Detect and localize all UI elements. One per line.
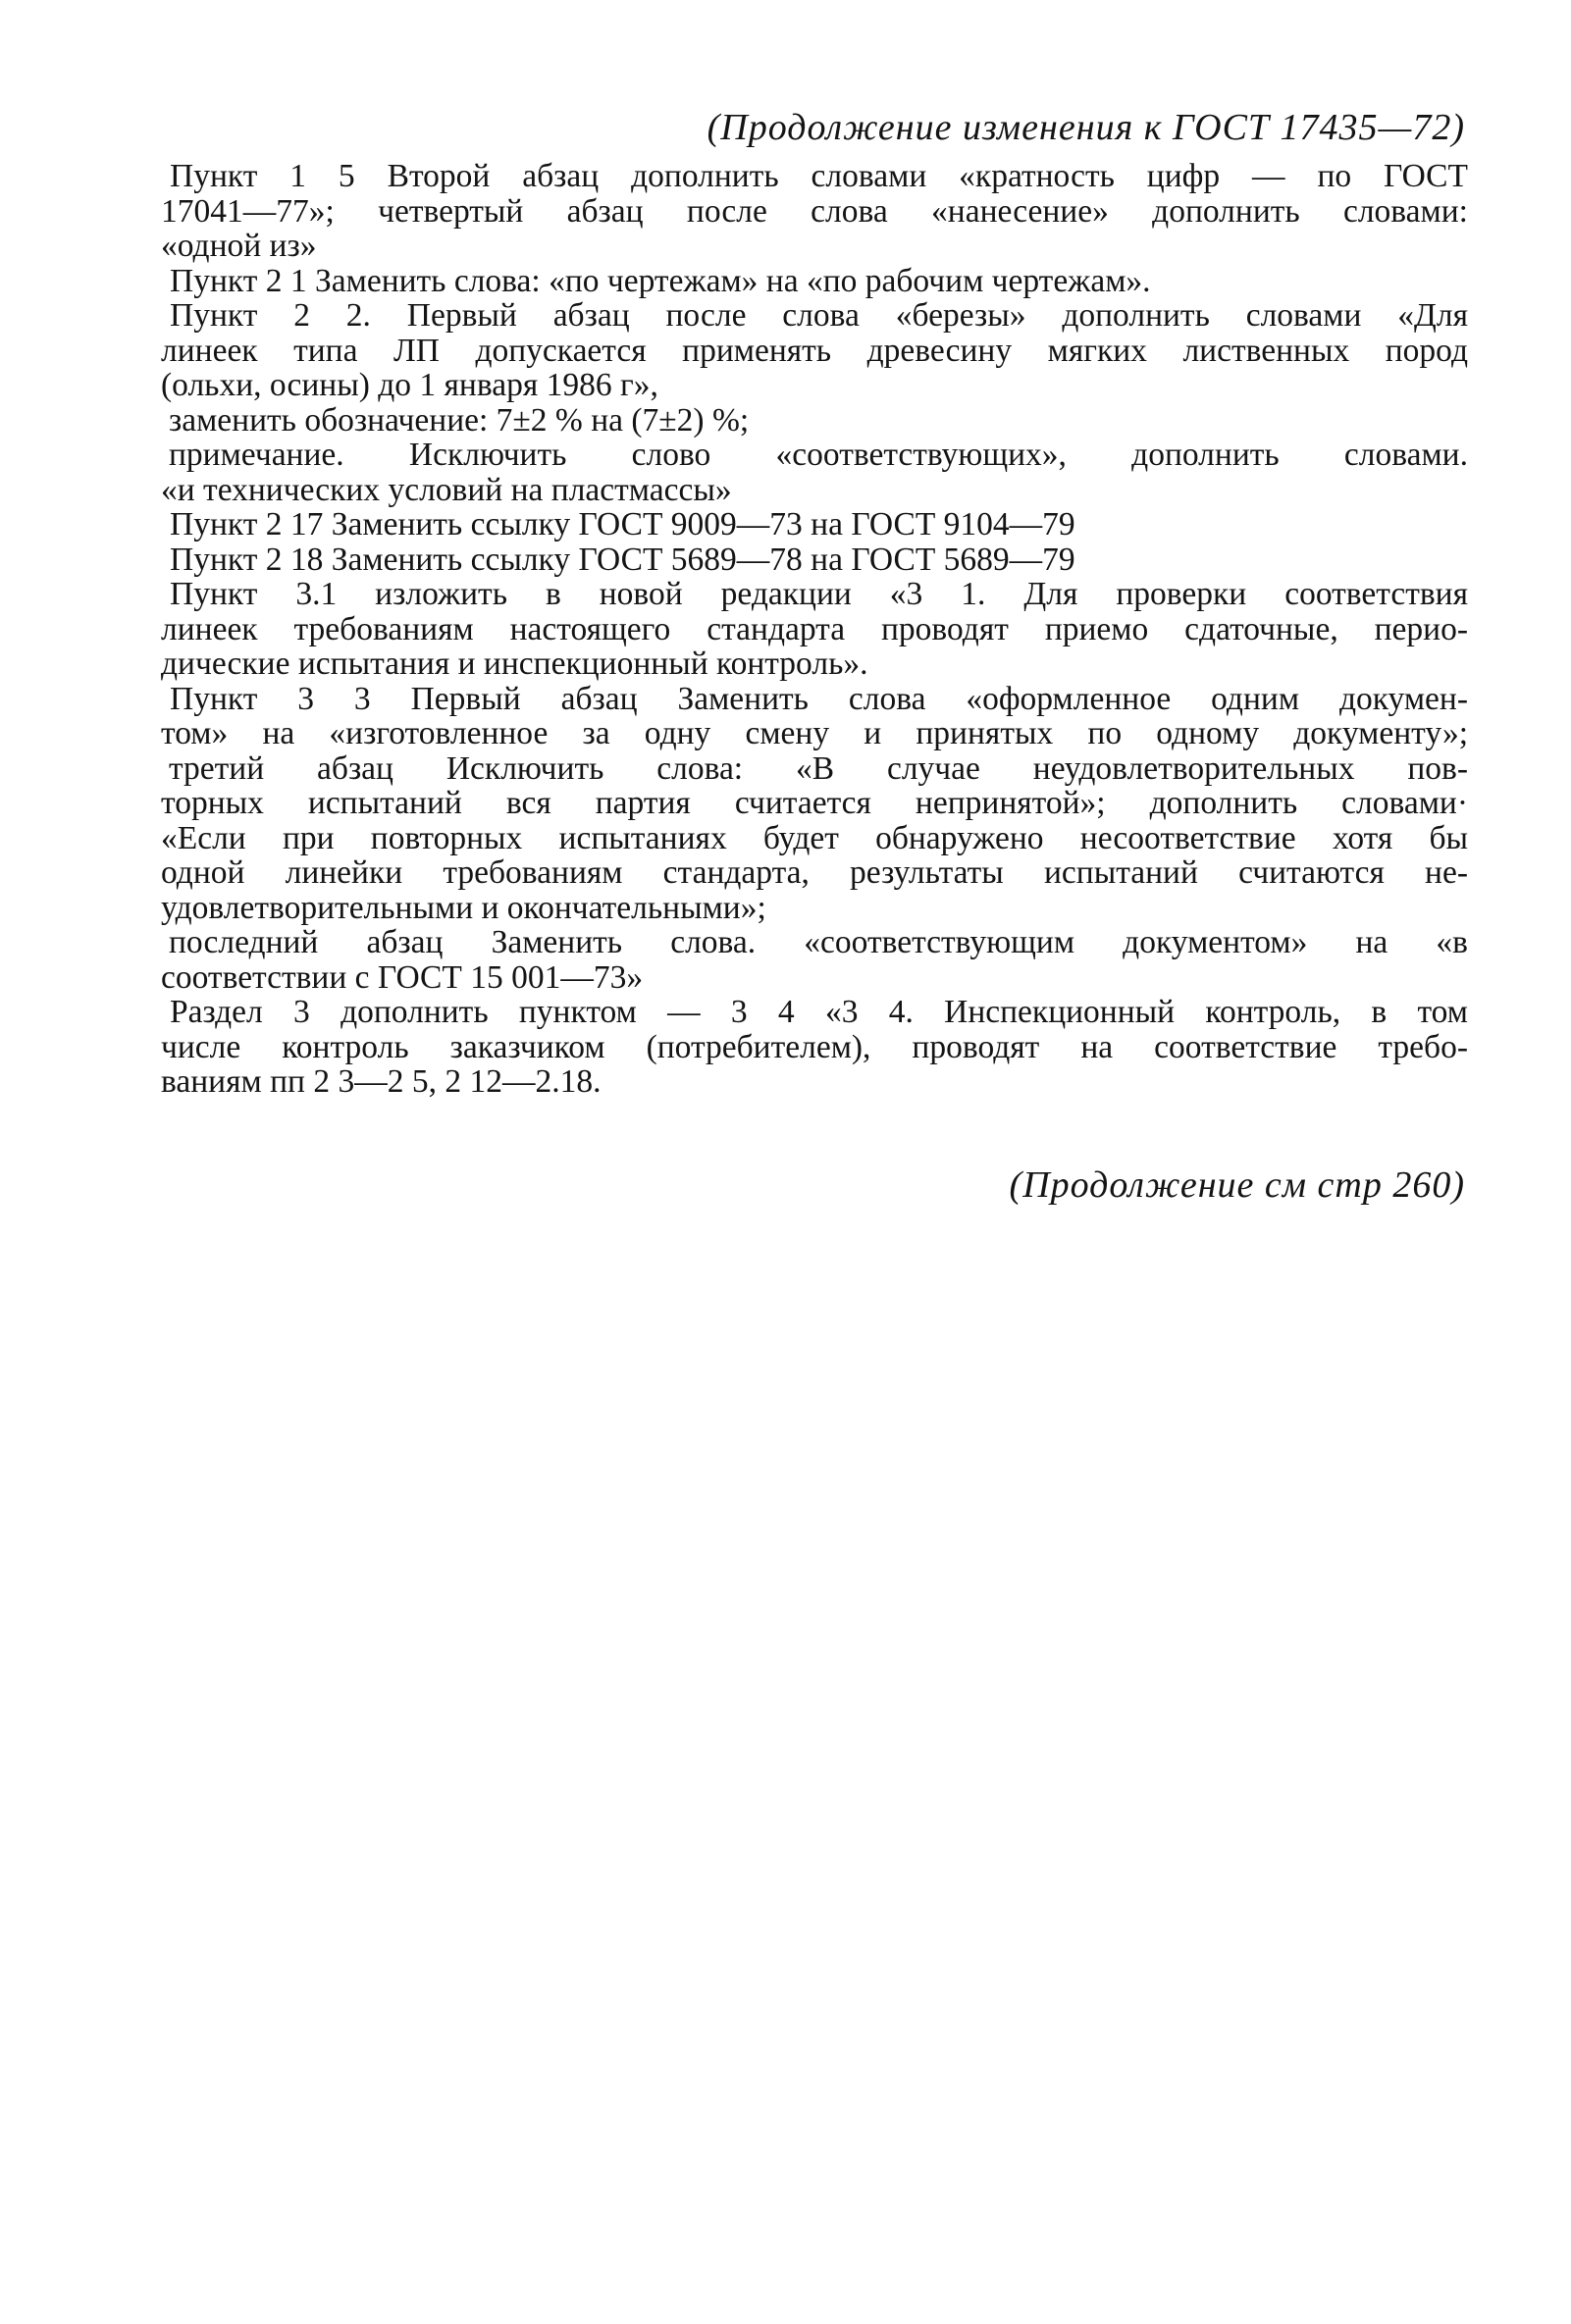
paragraph-note [161,438,1468,507]
text-line: Пункт 2 17 Заменить ссылку ГОСТ 9009—73 на ГОСТ 9104—79 [170,506,1075,542]
paragraph-item-2-18 [161,542,1468,578]
text-line: «Если при повторных испытаниях будет обнаружено несоответствие хотя бы [161,819,1468,856]
text-line: (ольхи, осины) до 1 января 1986 г», [161,367,658,403]
text-line: Раздел 3 дополнить пунктом — 3 4 «3 4. Инспекционный контроль, в том [170,994,1468,1030]
paragraph-designation [161,403,1468,439]
text-line: Пункт 2 2. Первый абзац после слова «березы» дополнить словами «Для [170,297,1468,334]
text-line: Пункт 2 18 Заменить ссылку ГОСТ 5689—78 на ГОСТ 5689—79 [170,541,1075,578]
text-line: последний абзац Заменить слова. «соответствующим документом» на «в [169,924,1468,960]
text-line: удовлетворительными и окончательными»; [161,889,766,926]
text-line: линеек требованиям настоящего стандарта проводят приемо сдаточные, перио- [161,610,1468,647]
text-line: 17041—77»; четвертый абзац после слова «нанесение» дополнить словами: [161,192,1468,230]
paragraph-item-2-17 [161,507,1468,542]
paragraph-last-abzac [161,925,1468,995]
text-line: Пункт 3 3 Первый абзац Заменить слова «оформленное одним докумен- [170,680,1468,717]
text-line: линеек типа ЛП допускается применять древесину мягких лиственных пород [161,332,1468,369]
continuation-footer: (Продолжение см стр 260) [1009,1164,1465,1206]
paragraph-section-3 [161,995,1468,1100]
text-line: третий абзац Исключить слова: «В случае неудовлетворительных пов- [169,749,1468,787]
text-line: одной линейки требованиям стандарта, результаты испытаний считаются не- [161,854,1468,891]
text-line: Пункт 2 1 Заменить слова: «по чертежам» на «по рабочим чертежам». [170,262,1151,299]
paragraph-item-2-1 [161,264,1468,299]
text-line: соответствии с ГОСТ 15 001—73» [161,958,644,996]
continuation-header: (Продолжение изменения к ГОСТ 17435—72) [707,107,1465,148]
text-line: «и технических условий на пластмассы» [161,471,732,508]
text-line: заменить обозначение: 7±2 % на (7±2) %; [169,401,750,439]
text-line: ваниям пп 2 3—2 5, 2 12—2.18. [161,1063,602,1100]
text-line: числе контроль заказчиком (потребителем), проводят на соответствие требо- [161,1028,1468,1065]
text-line: том» на «изготовленное за одну смену и принятых по одному документу»; [161,715,1468,751]
paragraph-item-2-2 [161,298,1468,403]
text-line: примечание. Исключить слово «соответствующих», дополнить словами. [169,437,1468,473]
paragraph-third-abzac [161,751,1468,926]
text-line: «одной из» [161,228,317,264]
text-line: дические испытания и инспекционный контроль». [161,646,868,682]
paragraph-item-1-5 [161,159,1468,264]
paragraph-item-3-3 [161,682,1468,751]
text-line: торных испытаний вся партия считается непринятой»; дополнить словами· [161,785,1468,821]
text-line: Пункт 3.1 изложить в новой редакции «3 1. Для проверки соответствия [170,576,1468,612]
paragraph-item-3-1 [161,577,1468,682]
text-line: Пункт 1 5 Второй абзац дополнить словами «кратность цифр — по ГОСТ [170,158,1468,194]
amendment-text [161,159,1468,1100]
